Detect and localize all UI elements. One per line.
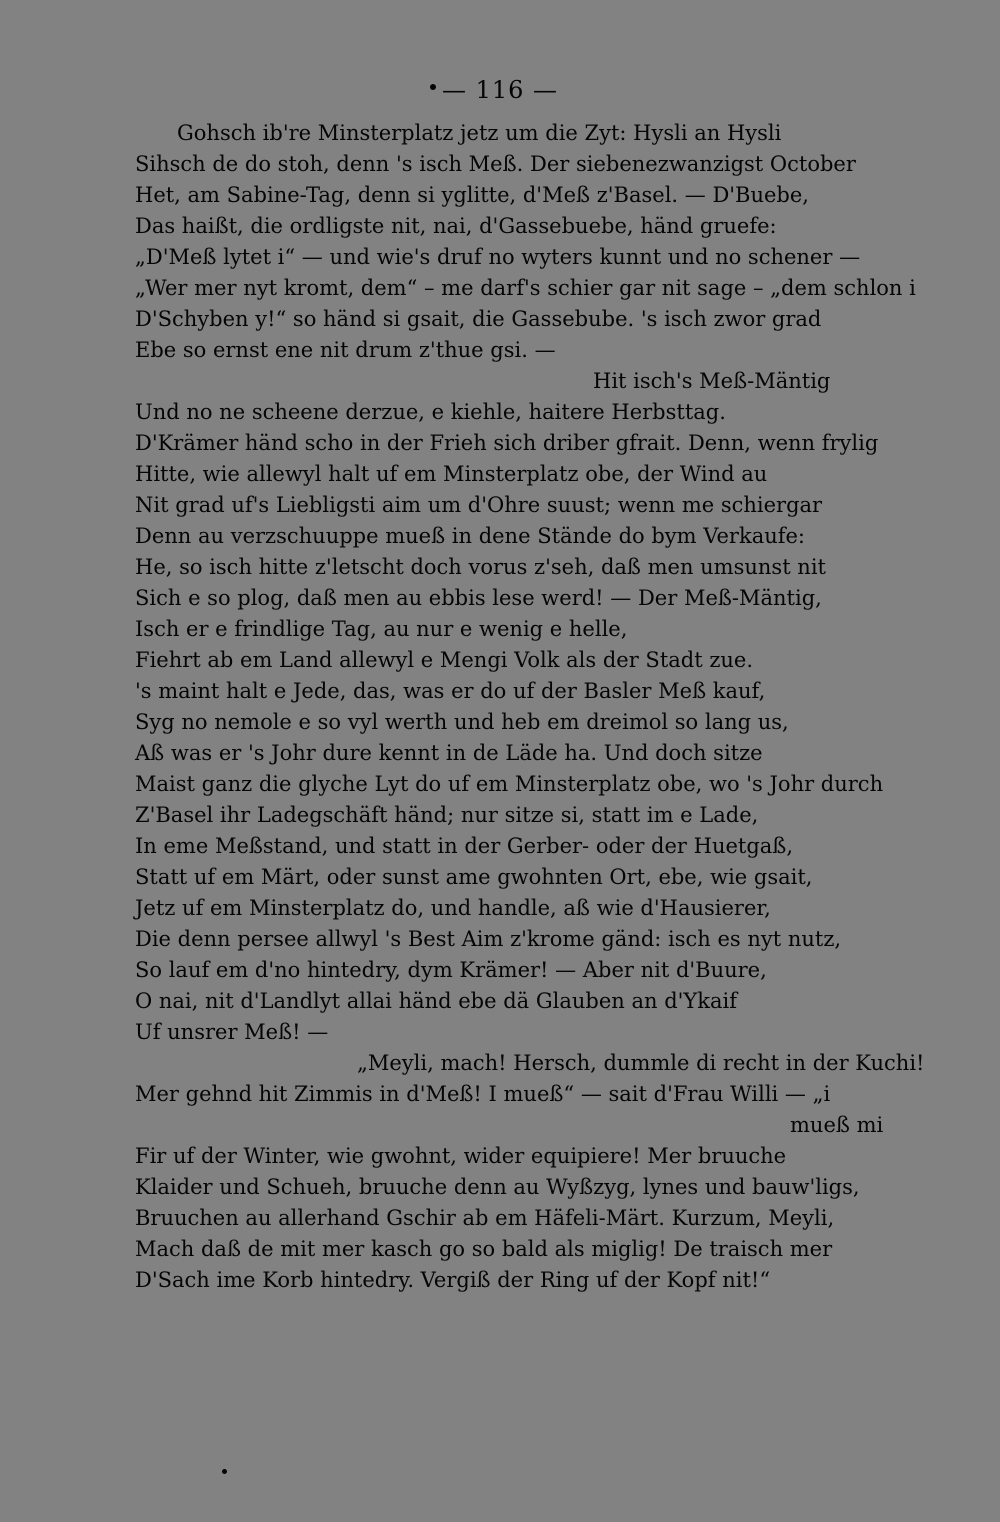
- text-line: mueß mi: [790, 1113, 884, 1137]
- text-line: Jetz uf em Minsterplatz do, und handle, aß wie d'Hausierer,: [135, 896, 771, 920]
- text-line: Klaider und Schueh, bruuche denn au Wyßzyg, lynes und bauw'ligs,: [135, 1175, 860, 1199]
- text-line: Uf unsrer Meß! —: [135, 1020, 329, 1044]
- text-line: Mach daß de mit mer kasch go so bald als miglig! De traisch mer: [135, 1237, 833, 1261]
- text-line: „Meyli, mach! Hersch, dummle di recht in der Kuchi!: [357, 1051, 925, 1075]
- page-number-text: — 116 —: [441, 76, 559, 104]
- text-line: Denn au verzschuuppe mueß in dene Stände do bym Verkaufe:: [135, 524, 806, 548]
- text-line: „D'Meß lytet i“ — und wie's druf no wyters kunnt und no schener —: [135, 245, 861, 269]
- text-line: Hit isch's Meß-Mäntig: [593, 369, 831, 393]
- page-number: [0, 74, 1000, 106]
- text-line: D'Krämer händ scho in der Frieh sich driber gfrait. Denn, wenn frylig: [135, 431, 879, 455]
- text-line: Fiehrt ab em Land allewyl e Mengi Volk als der Stadt zue.: [135, 648, 754, 672]
- text-line: Isch er e frindlige Tag, au nur e wenig e helle,: [135, 617, 628, 641]
- text-line: Und no ne scheene derzue, e kiehle, haitere Herbsttag.: [135, 400, 726, 424]
- text-line: Z'Basel ihr Ladegschäft händ; nur sitze si, statt im e Lade,: [135, 803, 759, 827]
- text-line: In eme Meßstand, und statt in der Gerber- oder der Huetgaß,: [135, 834, 794, 858]
- text-line: O nai, nit d'Landlyt allai händ ebe dä Glauben an d'Ykaif: [135, 989, 738, 1013]
- text-line: Aß was er 's Johr dure kennt in de Läde ha. Und doch sitze: [135, 741, 763, 765]
- poem-text: [135, 118, 935, 1296]
- text-line: Die denn persee allwyl 's Best Aim z'krome gänd: isch es nyt nutz,: [135, 927, 842, 951]
- text-line: D'Sach ime Korb hintedry. Vergiß der Ring uf der Kopf nit!“: [135, 1268, 771, 1292]
- text-line: Fir uf der Winter, wie gwohnt, wider equipiere! Mer bruuche: [135, 1144, 787, 1168]
- text-line: Het, am Sabine-Tag, denn si yglitte, d'Meß z'Basel. — D'Buebe,: [135, 183, 809, 207]
- text-line: Gohsch ib're Minsterplatz jetz um die Zyt: Hysli an Hysli: [177, 121, 782, 145]
- text-line: D'Schyben y!“ so händ si gsait, die Gassebube. 's isch zwor grad: [135, 307, 822, 331]
- text-line: Hitte, wie allewyl halt uf em Minsterplatz obe, der Wind au: [135, 462, 768, 486]
- text-line: Syg no nemole e so vyl werth und heb em dreimol so lang us,: [135, 710, 789, 734]
- text-line: 's maint halt e Jede, das, was er do uf der Basler Meß kauf,: [135, 679, 766, 703]
- text-line: „Wer mer nyt kromt, dem“ – me darf's schier gar nit sage – „dem schlon i: [135, 276, 916, 300]
- text-line: He, so isch hitte z'letscht doch vorus z'seh, daß men umsunst nit: [135, 555, 826, 579]
- text-line: Mer gehnd hit Zimmis in d'Meß! I mueß“ — sait d'Frau Willi — „i: [135, 1082, 831, 1106]
- text-line: Sihsch de do stoh, denn 's isch Meß. Der siebenezwanzigst October: [135, 152, 856, 176]
- text-line: So lauf em d'no hintedry, dym Krämer! — Aber nit d'Buure,: [135, 958, 767, 982]
- text-line: Ebe so ernst ene nit drum z'thue gsi. —: [135, 338, 556, 362]
- text-line: Bruuchen au allerhand Gschir ab em Häfeli-Märt. Kurzum, Meyli,: [135, 1206, 835, 1230]
- text-line: Sich e so plog, daß men au ebbis lese werd! — Der Meß-Mäntig,: [135, 586, 822, 610]
- text-line: Maist ganz die glyche Lyt do uf em Minsterplatz obe, wo 's Johr durch: [135, 772, 884, 796]
- text-line: Das haißt, die ordligste nit, nai, d'Gassebuebe, händ gruefe:: [135, 214, 777, 238]
- ink-dot: [222, 1469, 227, 1474]
- text-line: Statt uf em Märt, oder sunst ame gwohnten Ort, ebe, wie gsait,: [135, 865, 813, 889]
- ink-dot: [430, 84, 436, 90]
- text-line: Nit grad uf's Liebligsti aim um d'Ohre suust; wenn me schiergar: [135, 493, 823, 517]
